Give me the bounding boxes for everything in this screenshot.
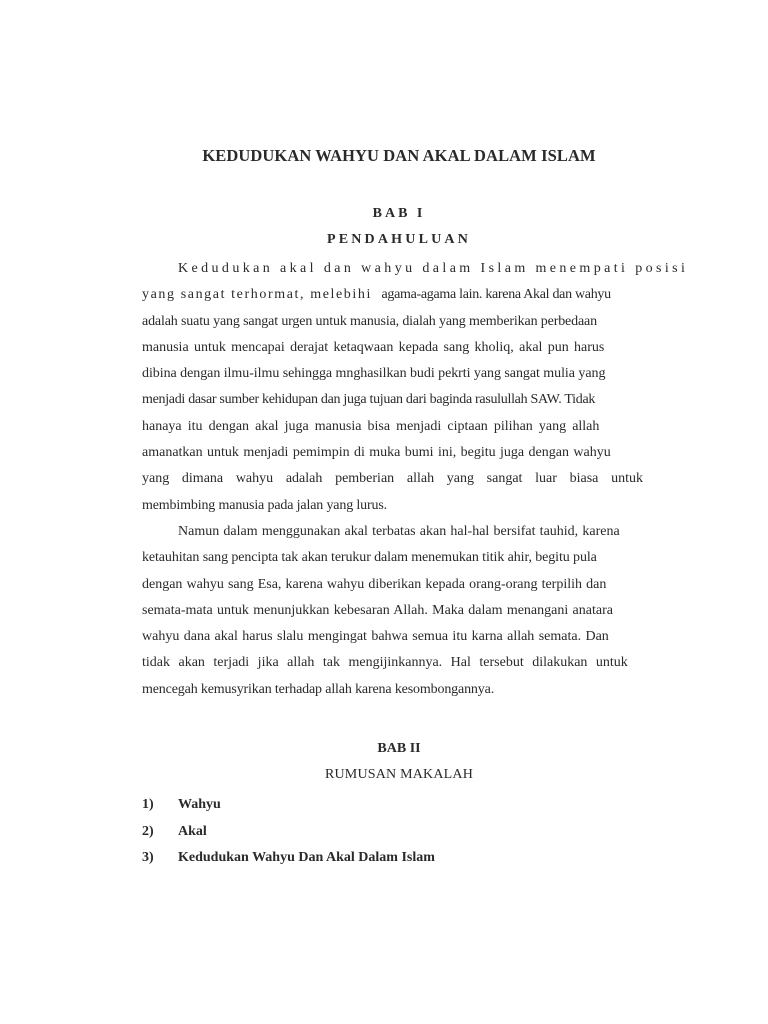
paragraph-line: membimbing manusia pada jalan yang lurus. [142, 497, 388, 513]
list-item [142, 845, 435, 872]
paragraph-line: amanatkan untuk menjadi pemimpin di muka bumi ini, begitu juga dengan wahyu [142, 445, 611, 461]
list-item [142, 819, 435, 846]
document-title: KEDUDUKAN WAHYU DAN AKAL DALAM ISLAM [202, 146, 596, 165]
paragraph-line-text: yang sangat terhormat, melebihi [142, 287, 372, 303]
paragraph-line: dengan wahyu sang Esa, karena wahyu diberikan kepada orang-orang terpilih dan [142, 576, 607, 592]
chapter-2-title: RUMUSAN MAKALAH [324, 767, 474, 782]
paragraph-line: menjadi dasar sumber kehidupan dan juga tujuan dari baginda rasulullah SAW. Tidak [142, 392, 596, 408]
paragraph-line-text: agama-agama lain. karena Akal dan wahyu [381, 287, 611, 303]
paragraph-line: mencegah kemusyrikan terhadap allah karena kesombongannya. [142, 681, 495, 697]
paragraph-line: tidak akan terjadi jika allah tak mengijinkannya. Hal tersebut dilakukan untuk [142, 655, 628, 671]
list-item-number: 3) [142, 850, 154, 866]
chapter-1-title: PENDAHULUAN [326, 232, 472, 247]
chapter-1-paragraph-2 [142, 519, 662, 703]
paragraph-line: manusia untuk mencapai derajat ketaqwaan kepada sang kholiq, akal pun harus [142, 339, 605, 355]
paragraph-line: hanaya itu dengan akal juga manusia bisa menjadi ciptaan pilihan yang allah [142, 418, 600, 434]
paragraph-line [142, 282, 662, 308]
paragraph-line: semata-mata untuk menunjukkan kebesaran Allah. Maka dalam menangani anatara [142, 602, 613, 618]
chapter-1-paragraph-1 [142, 256, 689, 519]
problem-list [142, 792, 435, 872]
list-item-number: 1) [142, 797, 154, 813]
chapter-2-number: BAB II [377, 741, 421, 756]
chapter-1-number: BAB I [372, 206, 426, 221]
paragraph-line: dibina dengan ilmu-ilmu sehingga mnghasilkan budi pekrti yang sangat mulia yang [142, 366, 606, 382]
list-item [142, 792, 435, 819]
paragraph-line: yang dimana wahyu adalah pemberian allah yang sangat luar biasa untuk [142, 471, 643, 487]
list-item-text: Akal [178, 823, 207, 839]
paragraph-line-text: Kedudukan akal dan wahyu dalam Islam menempati posisi [178, 261, 689, 276]
paragraph-line: Namun dalam menggunakan akal terbatas akan hal-hal bersifat tauhid, karena [178, 524, 620, 539]
paragraph-line [142, 256, 689, 282]
paragraph-line: wahyu dana akal harus slalu mengingat bahwa semua itu karna allah semata. Dan [142, 629, 609, 645]
list-item-text: Kedudukan Wahyu Dan Akal Dalam Islam [178, 850, 435, 866]
paragraph-line: adalah suatu yang sangat urgen untuk manusia, dialah yang memberikan perbedaan [142, 313, 597, 329]
paragraph-line: ketauhitan sang pencipta tak akan terukur dalam menemukan titik ahir, begitu pula [142, 550, 597, 566]
list-item-text: Wahyu [178, 797, 221, 813]
list-item-number: 2) [142, 823, 154, 839]
